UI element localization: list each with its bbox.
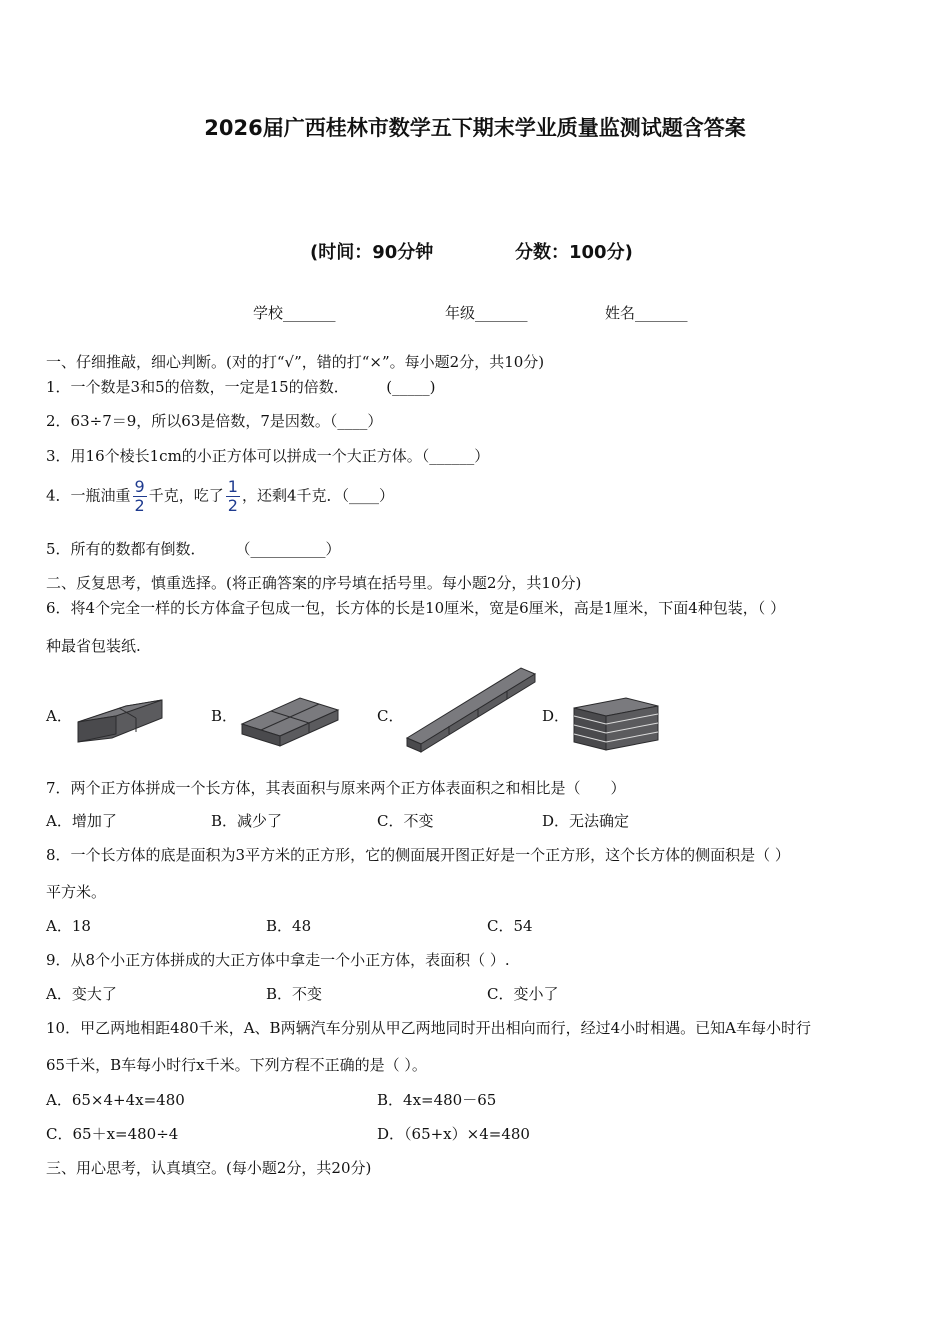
grade-field: 年级_______: [445, 304, 528, 322]
question-5: 5．所有的数都有倒数． （__________）: [46, 540, 341, 558]
question-8-line1: 8．一个长方体的底是面积为3平方米的正方形，它的侧面展开图正好是一个正方形，这个长方体的侧面积是（ ）: [46, 846, 790, 864]
fraction-1-2: $\frac{1}{2}$: [227, 477, 238, 515]
q7-option-a: A．增加了: [46, 812, 117, 830]
section2-header: 二、反复思考，慎重选择。(将正确答案的序号填在括号里。每小题2分，共10分): [46, 574, 582, 592]
q6-option-a-label: A．: [46, 707, 72, 725]
question-10-line1: 10．甲乙两地相距480千米，A、B两辆汽车分别从甲乙两地同时开出相向而行，经过4小时相遇。已知A车每小时行: [46, 1019, 811, 1037]
question-1: 1．一个数是3和5的倍数，一定是15的倍数． (_____): [46, 378, 436, 396]
question-4: [46, 478, 394, 515]
q7-option-d: D．无法确定: [542, 812, 630, 830]
q8-option-a: A．18: [46, 917, 91, 935]
question-6-line2: 种最省包装纸.: [46, 637, 141, 655]
q10-option-b: B．4x=480－65: [377, 1091, 497, 1109]
q9-option-c: C．变小了: [487, 985, 559, 1003]
question-3: 3．用16个棱长1cm的小正方体可以拼成一个大正方体。（______）: [46, 447, 490, 465]
q10-option-a: A．65×4+4x=480: [46, 1091, 185, 1109]
question-4-text-a: 4．一瓶油重: [46, 486, 131, 505]
question-6-line1: 6．将4个完全一样的长方体盒子包成一包，长方体的长是10厘米，宽是6厘米，高是1厘米，下面4种包装，（ ）: [46, 599, 786, 617]
question-9: 9．从8个小正方体拼成的大正方体中拿走一个小正方体，表面积（ ）.: [46, 951, 510, 969]
q6-option-c-label: C．: [377, 707, 404, 725]
q9-option-b: B．不变: [266, 985, 323, 1003]
exam-time: (时间：90分钟: [310, 242, 434, 263]
name-field: 姓名_______: [605, 304, 688, 322]
q10-option-d: D．（65+x）×4=480: [377, 1125, 530, 1143]
question-2: 2．63÷7＝9，所以63是倍数，7是因数。（____）: [46, 412, 383, 430]
q6-option-d-label: D．: [542, 707, 570, 725]
question-8-line2: 平方米。: [46, 883, 107, 901]
q9-option-a: A．变大了: [46, 985, 117, 1003]
exam-score: 分数：100分): [515, 242, 633, 263]
q8-option-b: B．48: [266, 917, 312, 935]
question-10-line2: 65千米，B车每小时行x千米。下列方程不正确的是（ ）。: [46, 1056, 427, 1074]
question-4-text-c: ，还剩4千克．（____）: [241, 486, 394, 505]
question-7: 7．两个正方体拼成一个长方体，其表面积与原来两个正方体表面积之和相比是（ ）: [46, 779, 626, 797]
q6-option-b-image: [240, 688, 340, 750]
q8-option-c: C．54: [487, 917, 533, 935]
page-title: 2026届广西桂林市数学五下期末学业质量监测试题含答案: [204, 116, 746, 140]
q7-option-c: C．不变: [377, 812, 434, 830]
section3-header: 三、用心思考，认真填空。(每小题2分，共20分): [46, 1159, 372, 1177]
fraction-9-2: $\frac{9}{2}$: [134, 477, 145, 515]
q10-option-c: C．65＋x=480÷4: [46, 1125, 179, 1143]
question-4-text-b: 千克，吃了: [148, 486, 224, 505]
q6-option-c-image: [405, 664, 537, 754]
q6-option-d-image: [570, 694, 662, 754]
q6-option-a-image: [76, 688, 164, 754]
school-field: 学校_______: [253, 304, 336, 322]
q7-option-b: B．减少了: [211, 812, 283, 830]
q6-option-b-label: B．: [211, 707, 238, 725]
section1-header: 一、仔细推敲，细心判断。(对的打“√”，错的打“×”。每小题2分，共10分): [46, 353, 545, 371]
